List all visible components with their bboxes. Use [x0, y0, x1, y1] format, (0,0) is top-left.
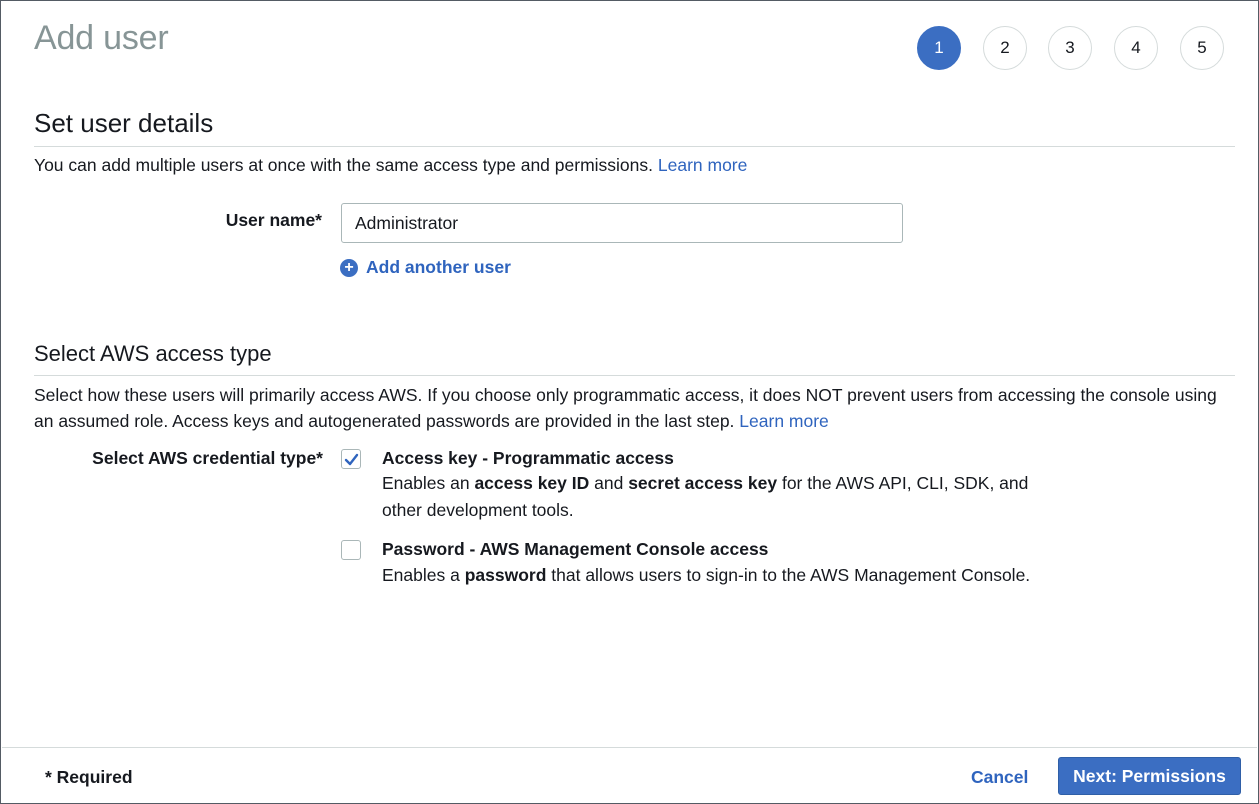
- step-1[interactable]: 1: [917, 26, 961, 70]
- section-divider: [34, 375, 1235, 376]
- password-checkbox[interactable]: [341, 540, 361, 560]
- add-another-user-label: Add another user: [366, 257, 511, 277]
- required-note: * Required: [45, 767, 133, 787]
- next-permissions-button[interactable]: Next: Permissions: [1058, 757, 1241, 795]
- add-another-user-button[interactable]: [340, 257, 511, 278]
- access-key-option-title: Access key - Programmatic access: [382, 448, 674, 468]
- learn-more-link[interactable]: Learn more: [657, 155, 748, 175]
- desc-bold-text: password: [464, 565, 547, 585]
- step-3[interactable]: 3: [1048, 26, 1092, 70]
- access-type-heading: Select AWS access type: [34, 341, 272, 366]
- cancel-button[interactable]: Cancel: [957, 760, 1042, 794]
- desc-bold-text: access key ID: [474, 473, 590, 493]
- access-type-description-text: Select how these users will primarily access AWS. If you choose only programmatic access, it does NOT prevent users from accessing the console using an assumed role. Access keys and autogenerated passwords are provided in the last step.: [34, 385, 1217, 431]
- username-label: User name*: [225, 210, 322, 230]
- desc-bold-text: secret access key: [628, 473, 778, 493]
- access-key-option-description: [382, 470, 1072, 524]
- username-input[interactable]: [341, 203, 903, 243]
- step-4[interactable]: 4: [1114, 26, 1158, 70]
- page-title: Add user: [34, 19, 169, 57]
- password-option-title: Password - AWS Management Console access: [382, 539, 769, 559]
- desc-text: and: [589, 473, 629, 493]
- access-type-description: [34, 382, 1234, 434]
- user-details-heading: Set user details: [34, 108, 214, 138]
- wizard-footer: [2, 747, 1257, 802]
- user-details-description-text: You can add multiple users at once with the same access type and permissions.: [34, 155, 653, 175]
- access-key-checkbox[interactable]: [341, 449, 361, 469]
- step-5[interactable]: 5: [1180, 26, 1224, 70]
- plus-circle-icon: +: [340, 259, 358, 277]
- learn-more-link[interactable]: Learn more: [739, 411, 829, 431]
- step-2[interactable]: 2: [983, 26, 1027, 70]
- section-divider: [34, 146, 1235, 147]
- password-option-description: [382, 562, 1082, 589]
- checkmark-icon: [344, 452, 359, 467]
- desc-text: that allows users to sign-in to the AWS Management Console.: [546, 565, 1031, 585]
- desc-text: Enables a: [382, 565, 465, 585]
- desc-text: for the AWS API, CLI, SDK, and other development tools.: [382, 473, 1029, 520]
- user-details-description: [34, 152, 747, 178]
- credential-type-label: Select AWS credential type*: [92, 448, 323, 468]
- desc-text: Enables an: [382, 473, 475, 493]
